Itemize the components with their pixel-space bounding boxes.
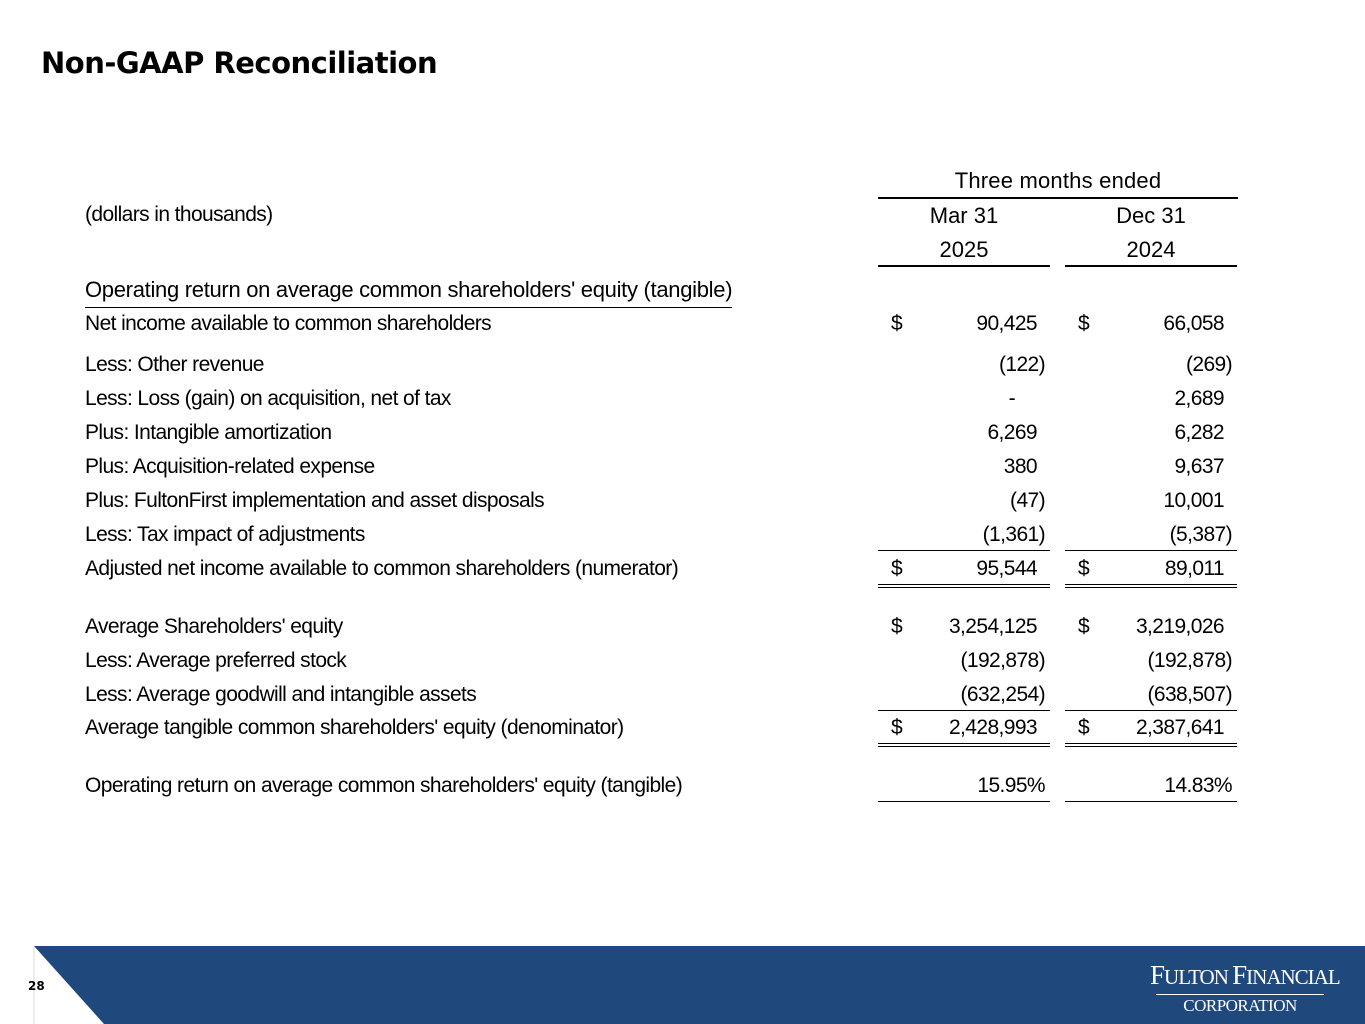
section-title: Operating return on average common shareholders' equity (tangible) [85, 275, 732, 308]
col2-value: 3,219,026 [1135, 615, 1224, 638]
col2-value: 89,011 [1164, 557, 1224, 580]
col1-value: (122) [998, 353, 1045, 376]
table-row [0, 554, 1365, 584]
col1-value: 3,254,125 [948, 615, 1037, 638]
row-label: Less: Average goodwill and intangible assets [85, 683, 477, 706]
units-label: (dollars in thousands) [85, 203, 273, 226]
table-row [0, 350, 1365, 380]
table-row [0, 486, 1365, 516]
row-label: Less: Other revenue [85, 353, 264, 376]
col1-value: (632,254) [960, 683, 1045, 706]
logo-subtext: CORPORATION [1183, 996, 1297, 1015]
col2-value: (5,387) [1169, 523, 1232, 546]
row-label: Average tangible common shareholders' equity (denominator) [85, 716, 624, 739]
col1-header-rule [878, 265, 1050, 267]
currency-symbol: $ [891, 716, 903, 739]
row-label: Average Shareholders' equity [85, 615, 343, 638]
table-row [0, 713, 1365, 743]
subtotal-rule-col1 [878, 710, 1050, 711]
table-row [0, 309, 1365, 339]
row-label: Net income available to common shareholders [85, 312, 492, 335]
col1-value: 2,428,993 [948, 716, 1037, 739]
col2-header-rule [1065, 265, 1237, 267]
table-row [0, 384, 1365, 414]
total-double-rule-col2 [1065, 743, 1237, 747]
row-label: Less: Tax impact of adjustments [85, 523, 365, 546]
col1-value: (47) [1010, 489, 1045, 512]
logo-cap: F [1150, 960, 1165, 990]
row-label: Plus: FultonFirst implementation and asset disposals [85, 489, 545, 512]
col1-month-header: Mar 31 [929, 203, 999, 228]
total-double-rule-col1 [878, 584, 1050, 588]
table-row [0, 520, 1365, 550]
col2-value: (638,507) [1147, 683, 1232, 706]
table-row [0, 418, 1365, 448]
col1-value: 90,425 [976, 312, 1037, 335]
currency-symbol: $ [891, 557, 903, 580]
col1-value: - [1008, 387, 1015, 410]
logo-text: INANCIAL [1246, 965, 1340, 989]
col2-month-header: Dec 31 [1116, 203, 1186, 228]
col2-value: 10,001 [1163, 489, 1224, 512]
table-row [0, 680, 1365, 710]
table-row [0, 452, 1365, 482]
logo-text: ULTON [1164, 965, 1233, 989]
col2-value: 2,689 [1174, 387, 1224, 410]
currency-symbol: $ [1078, 716, 1090, 739]
row-label: Plus: Acquisition-related expense [85, 455, 375, 478]
col1-year-header: 2025 [939, 237, 989, 262]
currency-symbol: $ [1078, 615, 1090, 638]
period-group-rule [878, 197, 1238, 199]
subtotal-rule-col2 [1065, 710, 1237, 711]
period-group-header: Three months ended [954, 168, 1162, 193]
subtotal-rule-col2 [1065, 550, 1237, 551]
subtotal-rule-col1 [878, 550, 1050, 551]
logo-cap: F [1232, 960, 1247, 990]
col1-value: (192,878) [960, 649, 1045, 672]
table-row [0, 612, 1365, 642]
row-label: Less: Average preferred stock [85, 649, 347, 672]
row-label: Adjusted net income available to common shareholders (numerator) [85, 557, 679, 580]
col1-value: 6,269 [987, 421, 1037, 444]
table-row [0, 771, 1365, 801]
col2-year-header: 2024 [1126, 237, 1176, 262]
currency-symbol: $ [891, 615, 903, 638]
row-label: Operating return on average common shareholders' equity (tangible) [85, 774, 683, 797]
col2-value: 9,637 [1174, 455, 1224, 478]
ratio-rule-col2 [1065, 801, 1237, 802]
col1-value: 380 [1003, 455, 1037, 478]
col2-value: 2,387,641 [1135, 716, 1224, 739]
currency-symbol: $ [1078, 557, 1090, 580]
slide-title: Non-GAAP Reconciliation [41, 46, 438, 80]
col1-value: 15.95% [977, 774, 1045, 797]
row-label: Less: Loss (gain) on acquisition, net of tax [85, 387, 451, 410]
row-label: Plus: Intangible amortization [85, 421, 332, 444]
currency-symbol: $ [891, 312, 903, 335]
col2-value: 6,282 [1174, 421, 1224, 444]
col1-value: (1,361) [982, 523, 1045, 546]
table-row [0, 646, 1365, 676]
currency-symbol: $ [1078, 312, 1090, 335]
total-double-rule-col1 [878, 743, 1050, 747]
page-number: 28 [28, 979, 45, 993]
col2-value: 66,058 [1163, 312, 1224, 335]
col2-value: (269) [1185, 353, 1232, 376]
company-logo [1150, 958, 1340, 1017]
col2-value: (192,878) [1147, 649, 1232, 672]
col2-value: 14.83% [1164, 774, 1232, 797]
ratio-rule-col1 [878, 801, 1050, 802]
total-double-rule-col2 [1065, 584, 1237, 588]
col1-value: 95,544 [976, 557, 1037, 580]
